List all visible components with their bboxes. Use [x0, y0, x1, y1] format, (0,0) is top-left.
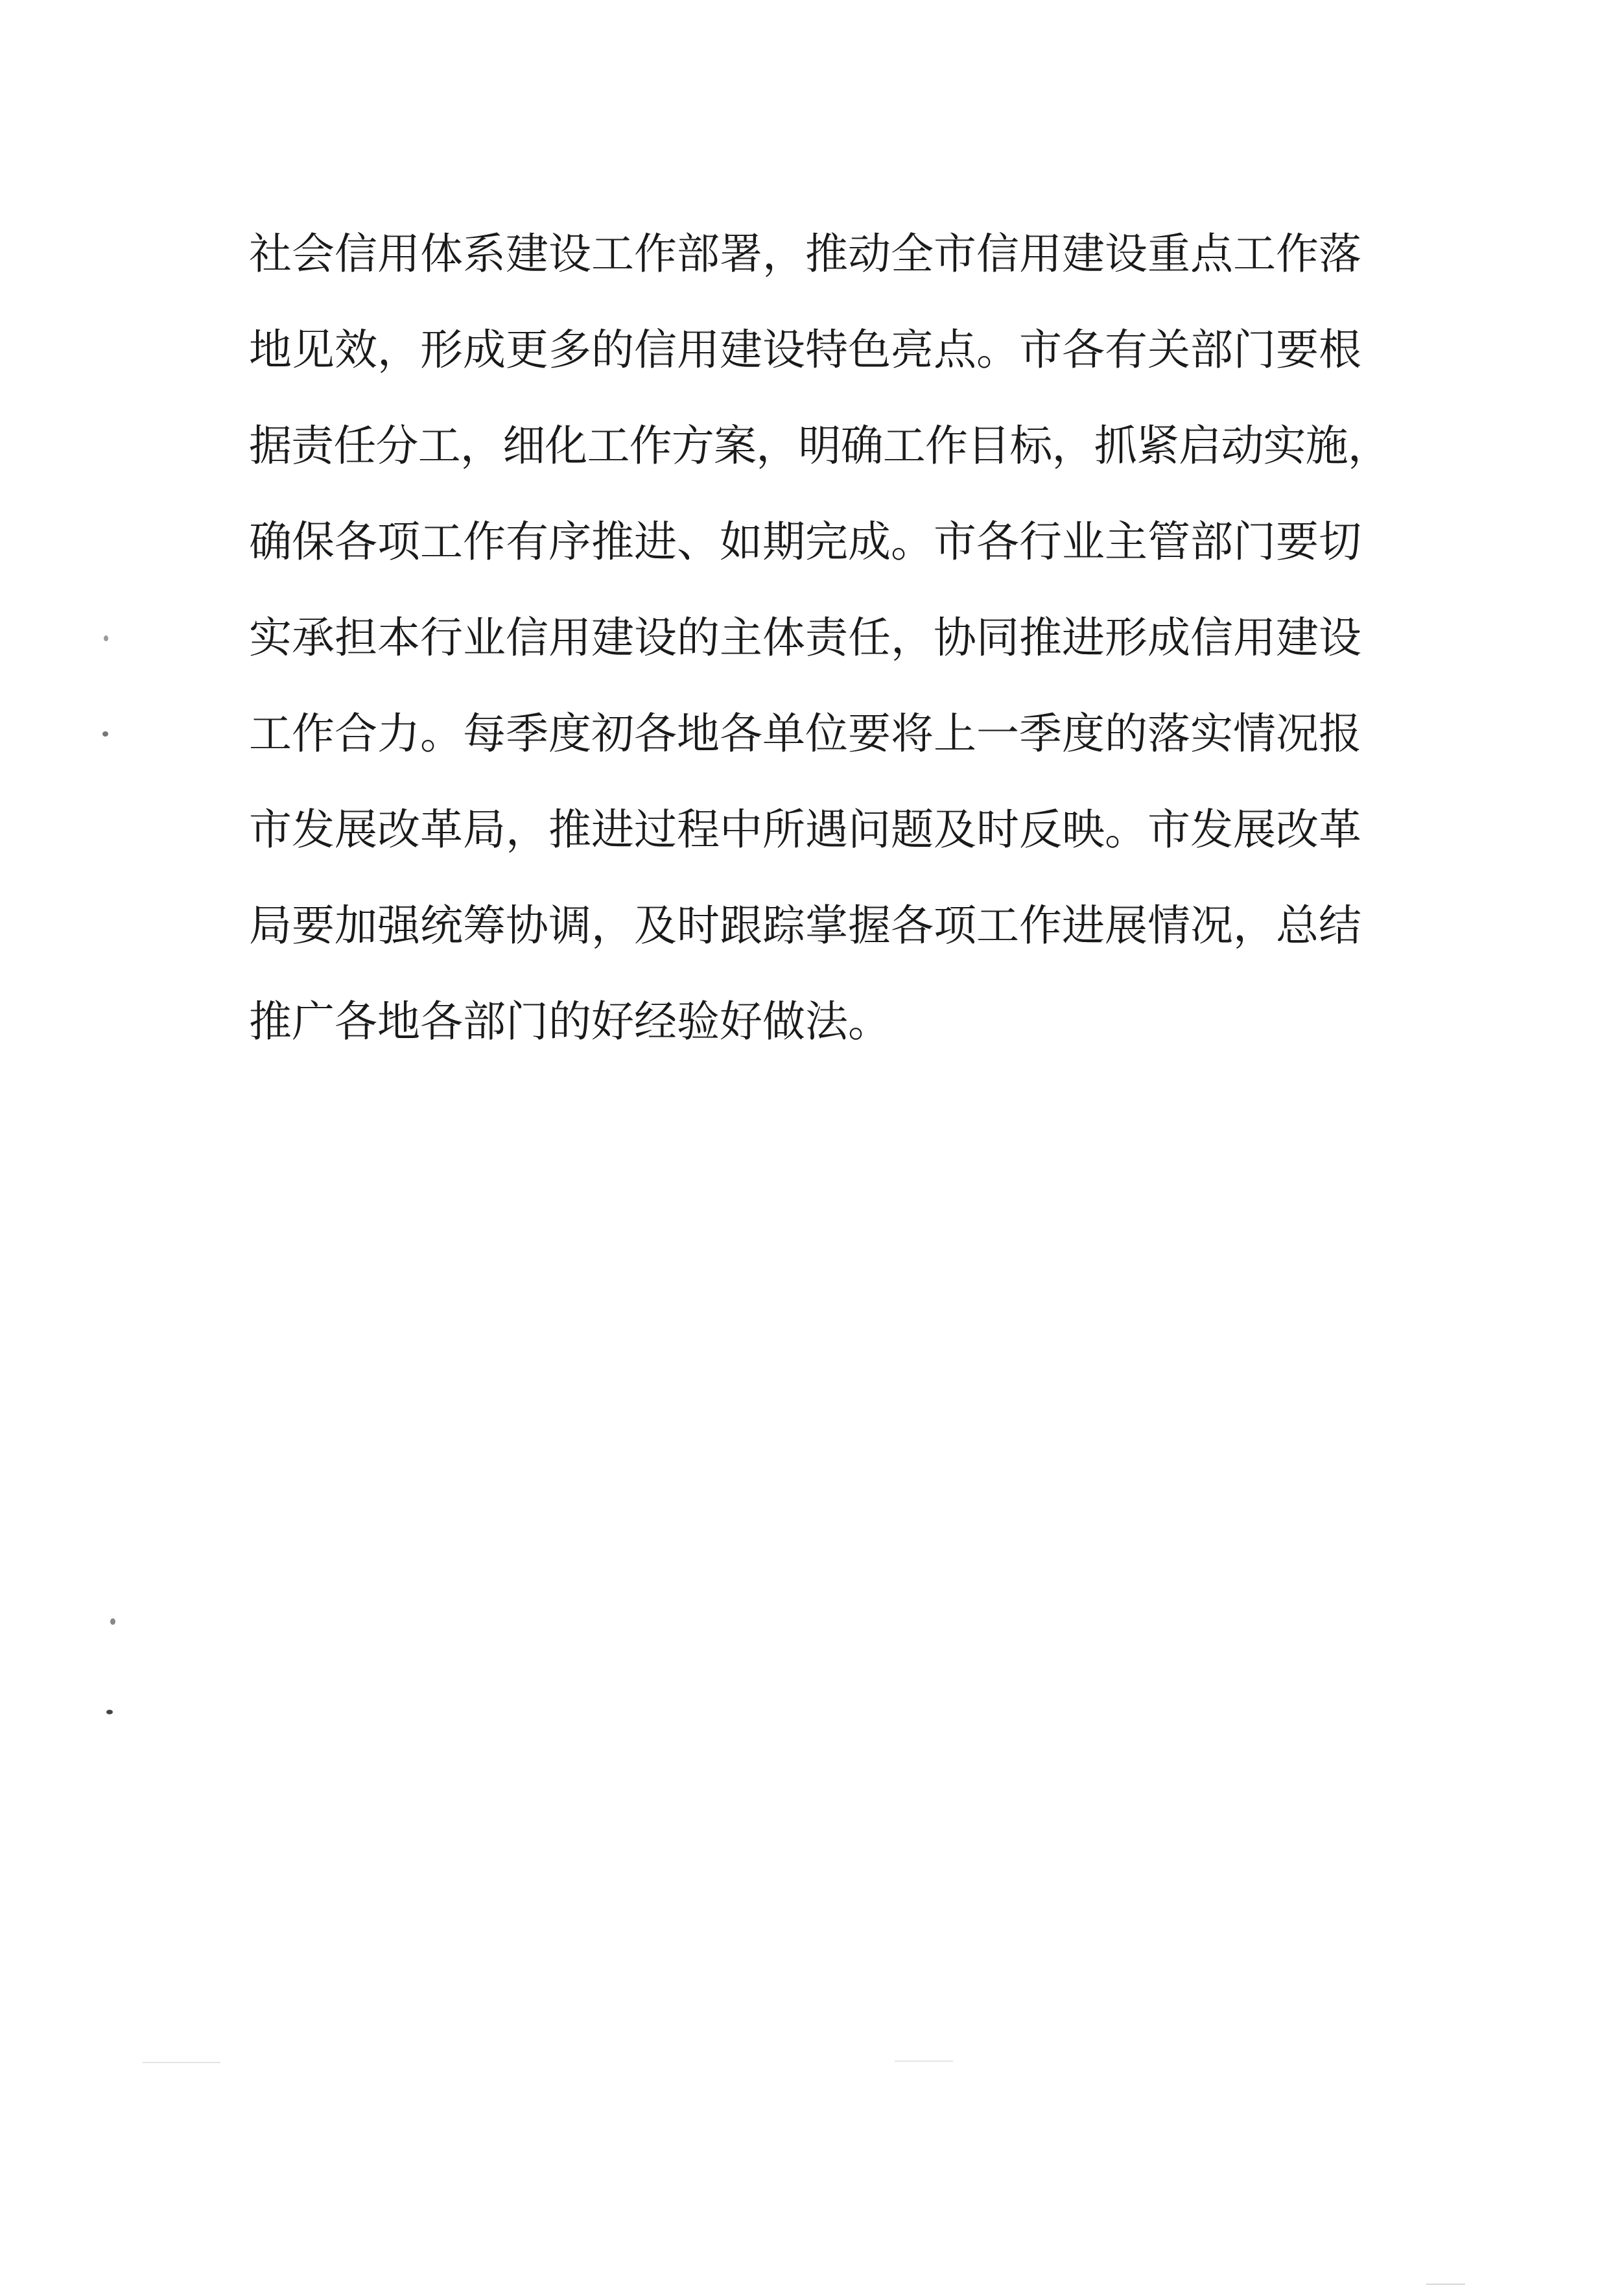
paragraph-line-2: 地见效，形成更多的信用建设特色亮点。市各有关部门要根 — [249, 325, 1361, 375]
paragraph-line-4: 确保各项工作有序推进、如期完成。市各行业主管部门要切 — [249, 517, 1361, 567]
paragraph-line-5: 实承担本行业信用建设的主体责任，协同推进形成信用建设 — [249, 613, 1361, 663]
paragraph-line-1: 社会信用体系建设工作部署，推动全市信用建设重点工作落 — [249, 229, 1361, 279]
scan-noise-1 — [143, 2062, 220, 2063]
paragraph-line-6: 工作合力。每季度初各地各单位要将上一季度的落实情况报 — [249, 709, 1361, 759]
paragraph-line-7: 市发展改革局，推进过程中所遇问题及时反映。市发展改革 — [249, 805, 1361, 855]
body-paragraph — [249, 206, 1390, 1070]
scan-speck-1 — [104, 635, 108, 641]
scan-noise-3 — [1426, 2284, 1465, 2285]
scan-speck-2 — [102, 731, 108, 737]
scan-speck-3 — [110, 1618, 115, 1625]
paragraph-line-9: 推广各地各部门的好经验好做法。 — [249, 997, 891, 1046]
paragraph-line-3: 据责任分工，细化工作方案，明确工作目标，抓紧启动实施， — [249, 421, 1390, 471]
paragraph-line-8: 局要加强统筹协调，及时跟踪掌握各项工作进展情况，总结 — [249, 901, 1361, 951]
scan-speck-4 — [106, 1710, 113, 1714]
scan-noise-2 — [895, 2061, 953, 2062]
